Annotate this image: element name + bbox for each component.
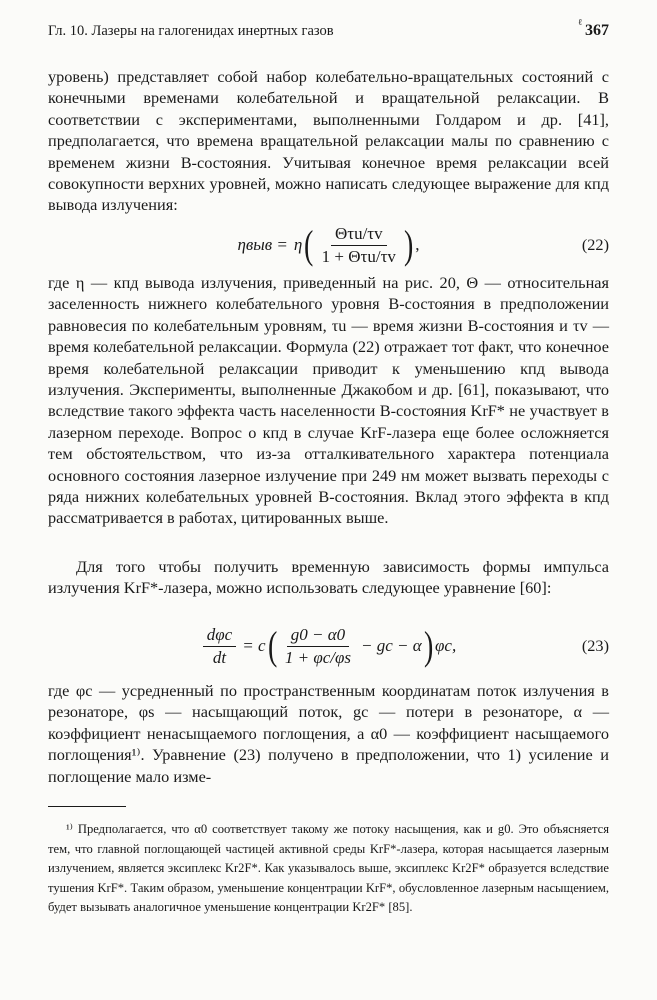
running-title: Гл. 10. Лазеры на галогенидах инертных газов (48, 23, 334, 39)
eq23-tail-in: − gc − α (361, 636, 422, 655)
eq22-tail: , (415, 235, 420, 254)
eq23-fraction (281, 625, 355, 668)
eq23-derivative (203, 625, 236, 668)
eq23-number: (23) (581, 636, 609, 655)
eq23-right-paren: ) (423, 623, 434, 668)
paragraph-2-text: где η — кпд вывода излучения, приведенный на рис. 20, Θ — относительная заселенность нижнего колебательного уровня B-состояния в предположении равновесия по колебательным уровням, τu — время жизни B-состояния и τv — время колебательной релаксации. Формула (22) отражает тот факт, что конечное время колебательной релаксации приводит к уменьшению кпд вывода излучения. Эксперименты, выполненные Джакобом и др. [61], показывают, что вследствие такого эффекта часть населенности B-состояния KrF* не участвует в лазерном переходе. Вопрос о кпд в случае KrF-лазера еще более осложняется тем обстоятельством, что из-за отталкивательного характера потенциала основного состояния лазерное излучение при 249 нм может вызвать переходы с ряда нижних колебательных уровней B-состояния. Вклад этого эффекта в кпд рассматривается в работах, цитированных выше. (48, 273, 609, 528)
paragraph-4 (48, 680, 609, 787)
paragraph-1-text: уровень) представляет собой набор колебательно-вращательных состояний с конечными временами колебательной и вращательной релаксации. В соответствии с экспериментами, выполненными Голдаром и др. [41], предполагается, что времена вращательной релаксации малы по сравнению с временем жизни B-состояния. Учитывая конечное время релаксации всей совокупности верхних уровней, можно написать следующее выражение для кпд вывода излучения: (48, 67, 609, 215)
eq23-eq-c: = c (242, 636, 266, 655)
eq22-number: (22) (581, 235, 609, 254)
page-mark: ℓ (578, 17, 583, 27)
paragraph-4-text: где φc — усредненный по пространственным координатам поток излучения в резонаторе, φs — насыщающий поток, gc — потери в резонаторе, α — коэффициент ненасыщаемого поглощения, а α0 — коэффициент насыщаемого поглощения¹⁾. Уравнение (23) получено в предположении, что 1) усиление и поглощение мало изме- (48, 681, 609, 786)
page-number: ℓ 367 (578, 17, 609, 39)
footnote-rule (48, 806, 126, 807)
eq22-eta: η (293, 235, 303, 254)
eq23-left-paren: ( (267, 623, 277, 668)
eq22-right-paren: ) (403, 222, 414, 267)
eq23-lhs-num: dφc (203, 625, 236, 647)
equation-22 (48, 222, 609, 268)
paragraph-3 (48, 556, 609, 599)
paragraph-3-text: Для того чтобы получить временную зависимость формы импульса излучения KrF*-лазера, можно использовать следующее уравнение [60]: (48, 557, 609, 598)
eq23-numerator: g0 − α0 (287, 625, 349, 647)
running-header (48, 17, 609, 40)
eq22-lhs: ηвыв = (237, 235, 288, 254)
equation-23 (48, 618, 609, 674)
eq22-fraction (318, 224, 400, 267)
eq22-left-paren: ( (304, 222, 314, 267)
eq23-tail-out: φc, (435, 636, 457, 655)
eq22-numerator: Θτu/τv (331, 224, 387, 246)
footnote: ¹⁾ Предполагается, что α0 соответствует такому же потоку насыщения, как и g0. Это объясняется тем, что главной поглощающей частицей активной среды KrF*-лазера, которая насыщается лазерным излучением, является эксиплекс Kr2F*. Как указывалось выше, эксиплекс Kr2F* образуется вследствие тушения KrF*. Таким образом, уменьшение концентрации KrF*, обусловленное лазерным насыщением, будет вызывать аналогичное уменьшение концентрации Kr2F* [85]. (48, 822, 609, 914)
eq22-denominator: 1 + Θτu/τv (321, 246, 396, 266)
paragraph-2 (48, 272, 609, 529)
eq23-lhs-den: dt (212, 647, 227, 667)
paragraph-1 (48, 66, 609, 216)
eq23-denominator: 1 + φc/φs (284, 647, 352, 667)
